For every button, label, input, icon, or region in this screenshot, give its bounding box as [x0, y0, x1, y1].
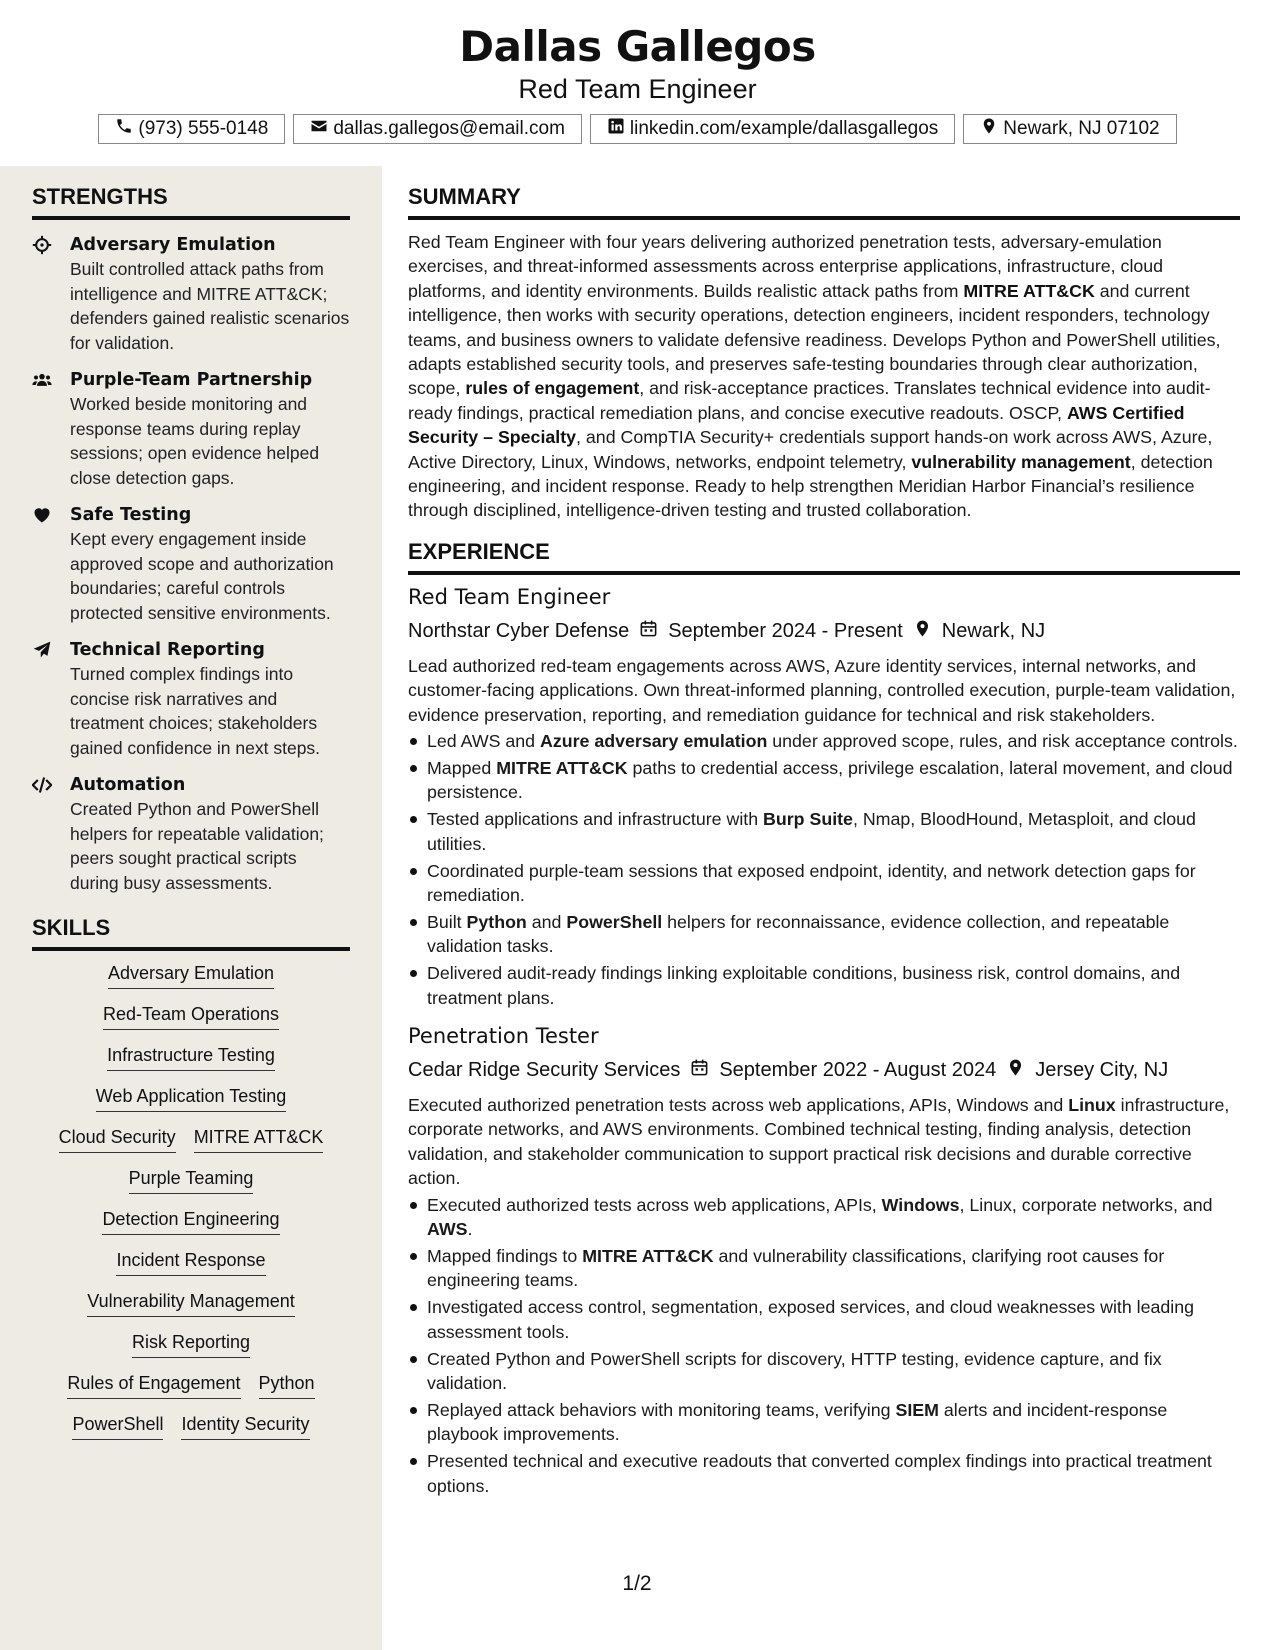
emphasis-text: Linux: [1068, 1095, 1116, 1116]
emphasis-text: Python: [466, 911, 527, 932]
skill-tag: Vulnerability Management: [87, 1291, 294, 1317]
phone-text: (973) 555-0148: [138, 118, 269, 139]
strength-title: Adversary Emulation: [70, 235, 276, 255]
calendar-icon: [690, 1058, 709, 1083]
skill-tag: Detection Engineering: [102, 1209, 279, 1235]
skill-tag: Red-Team Operations: [103, 1004, 279, 1030]
strength-desc: Kept every engagement inside approved scope and authorization boundaries; careful controls protected sensitive environments.: [70, 529, 334, 623]
resume-header: [0, 0, 1275, 166]
emphasis-text: Azure adversary emulation: [540, 731, 768, 752]
strength-item: [32, 638, 350, 760]
job-title: Red Team Engineer: [408, 584, 611, 609]
contact-location: [963, 114, 1176, 144]
job-description: Executed authorized penetration tests across web applications, APIs, Windows and Linux infrastructure, corporate networks, and AWS environments. Combined technical testing, finding analysis, detection validation, and stakeholder communication to support practical risk decisions and durable corrective action.: [408, 1095, 1230, 1189]
job-description: Lead authorized red-team engagements across AWS, Azure identity services, internal networks, and customer-facing applications. Own threat-informed planning, controlled execution, purple-team validation, evidence preservation, reporting, and remediation guidance for technical and risk stakeholders.: [408, 655, 1236, 725]
phone-icon: [115, 117, 133, 141]
strength-item: [32, 233, 350, 355]
skill-tag: Adversary Emulation: [108, 963, 274, 989]
calendar-icon: [639, 619, 658, 644]
skill-tag: Incident Response: [116, 1250, 265, 1276]
experience-heading: EXPERIENCE: [408, 539, 1240, 575]
bullet-item: Mapped MITRE ATT&CK paths to credential access, privilege escalation, lateral movement, and cloud persistence.: [408, 756, 1240, 805]
job-dates: September 2022 - August 2024: [719, 1059, 997, 1082]
strength-title: Technical Reporting: [70, 640, 265, 660]
strength-desc: Worked beside monitoring and response teams during replay sessions; open evidence helped close detection gaps.: [70, 394, 320, 488]
sidebar: [0, 166, 382, 1650]
strength-item: [32, 368, 350, 490]
company-name: Northstar Cyber Defense: [408, 619, 630, 642]
main-column: [408, 184, 1240, 1501]
job-meta: [408, 1058, 1240, 1083]
linkedin-text: linkedin.com/example/dallasgallegos: [629, 118, 939, 139]
skill-tag: Infrastructure Testing: [107, 1045, 275, 1071]
skill-tag: Cloud Security: [59, 1127, 176, 1153]
skills-heading: SKILLS: [32, 915, 350, 951]
job-entry: [408, 585, 1240, 1010]
users-icon: [32, 368, 56, 490]
bullet-item: Executed authorized tests across web applications, APIs, Windows, Linux, corporate networks, and AWS.: [408, 1193, 1240, 1242]
bullet-item: Delivered audit-ready findings linking exploitable conditions, business risk, control domains, and treatment plans.: [408, 961, 1240, 1010]
strength-item: [32, 503, 350, 625]
job-location: Newark, NJ: [941, 619, 1046, 642]
strength-title: Purple-Team Partnership: [70, 370, 313, 390]
skill-tag: Purple Teaming: [129, 1168, 254, 1194]
strength-title: Safe Testing: [70, 505, 192, 525]
contact-email[interactable]: [293, 114, 582, 144]
emphasis-text: AWS: [427, 1219, 468, 1240]
location-text: Newark, NJ 07102: [1003, 118, 1160, 139]
job-bullets: [408, 729, 1240, 1010]
bullet-item: Tested applications and infrastructure with Burp Suite, Nmap, BloodHound, Metasploit, and cloud utilities.: [408, 807, 1240, 856]
emphasis-text: MITRE ATT&CK: [496, 758, 628, 778]
strengths-heading: STRENGTHS: [32, 184, 350, 220]
heart-icon: [32, 503, 56, 625]
bullet-item: Created Python and PowerShell scripts for discovery, HTTP testing, evidence capture, and fix validation.: [408, 1347, 1240, 1396]
job-meta: [408, 619, 1240, 644]
skill-tag: Rules of Engagement: [67, 1373, 240, 1399]
job-entry: [408, 1024, 1240, 1498]
emphasis-text: SIEM: [895, 1399, 939, 1420]
emphasis-text: AWS Certified Security – Specialty: [408, 402, 1185, 448]
summary-heading: SUMMARY: [408, 184, 1240, 220]
map-pin-icon: [913, 619, 932, 644]
emphasis-text: vulnerability management: [911, 451, 1131, 472]
candidate-name: Dallas Gallegos: [459, 22, 816, 71]
summary-text: Red Team Engineer with four years delivering authorized penetration tests, adversary-emulation exercises, and threat-informed assessments across enterprise applications, infrastructure, cloud platforms, and identity environments. Builds realistic attack paths from MITRE ATT&CK and current intelligence, then works with security operations, detection engineers, incident responders, technology teams, and business owners to validate defensive readiness. Develops Python and PowerShell utilities, adapts established security tools, and preserves safe-testing boundaries through clear authorization, scope, rules of engagement, and risk-acceptance practices. Translates technical evidence into audit-ready findings, practical remediation plans, and concise executive readouts. OSCP, AWS Certified Security – Specialty, and CompTIA Security+ credentials support hands-on work across AWS, Azure, Active Directory, Linux, Windows, networks, endpoint telemetry, vulnerability management, detection engineering, and incident response. Ready to help strengthen Meridian Harbor Financial’s resilience through disciplined, intelligence-driven testing and trusted collaboration.: [408, 232, 1221, 521]
strength-desc: Created Python and PowerShell helpers for repeatable validation; peers sought practical scripts during busy assessments.: [70, 799, 324, 893]
bullet-item: Coordinated purple-team sessions that exposed endpoint, identity, and network detection gaps for remediation.: [408, 859, 1240, 908]
bullet-item: Presented technical and executive readouts that converted complex findings into practical treatment options.: [408, 1449, 1240, 1498]
skill-tag: Risk Reporting: [132, 1332, 250, 1358]
emphasis-text: Burp Suite: [763, 809, 853, 830]
skill-tag: Web Application Testing: [96, 1086, 286, 1112]
skills-list: [32, 963, 350, 1440]
contact-phone[interactable]: [98, 114, 285, 144]
skill-tag: Python: [259, 1373, 315, 1399]
strength-desc: Turned complex findings into concise risk narratives and treatment choices; stakeholders gained confidence in next steps.: [70, 664, 321, 758]
bullet-item: Built Python and PowerShell helpers for reconnaissance, evidence collection, and repeatable validation tasks.: [408, 910, 1240, 959]
envelope-icon: [310, 117, 328, 141]
strength-desc: Built controlled attack paths from intelligence and MITRE ATT&CK; defenders gained realistic scenarios for validation.: [70, 259, 350, 353]
strength-item: [32, 773, 350, 895]
bullet-item: Investigated access control, segmentation, exposed services, and cloud weaknesses with leading assessment tools.: [408, 1295, 1240, 1344]
job-bullets: [408, 1193, 1240, 1498]
job-title: Penetration Tester: [408, 1024, 599, 1049]
paper-plane-icon: [32, 638, 56, 760]
company-name: Cedar Ridge Security Services: [408, 1059, 681, 1082]
contact-linkedin[interactable]: [590, 114, 955, 144]
page-number: 1/2: [622, 1572, 652, 1595]
crosshair-icon: [32, 233, 56, 355]
bullet-item: Replayed attack behaviors with monitoring teams, verifying SIEM alerts and incident-response playbook improvements.: [408, 1398, 1240, 1447]
emphasis-text: MITRE ATT&CK: [582, 1246, 714, 1266]
map-pin-icon: [980, 117, 998, 141]
candidate-title: Red Team Engineer: [518, 74, 757, 104]
code-icon: [32, 773, 56, 895]
contact-bar: [0, 114, 1275, 144]
skill-tag: PowerShell: [72, 1414, 163, 1440]
bullet-item: Led AWS and Azure adversary emulation under approved scope, rules, and risk acceptance controls.: [408, 729, 1240, 753]
emphasis-text: PowerShell: [566, 911, 663, 932]
job-location: Jersey City, NJ: [1035, 1059, 1169, 1082]
linkedin-icon: [607, 117, 625, 141]
bullet-item: Mapped findings to MITRE ATT&CK and vulnerability classifications, clarifying root causes for engineering teams.: [408, 1244, 1240, 1293]
emphasis-text: rules of engagement: [465, 378, 640, 399]
email-text: dallas.gallegos@email.com: [333, 118, 565, 139]
emphasis-text: Windows: [881, 1194, 960, 1215]
skill-tag: Identity Security: [181, 1414, 309, 1440]
map-pin-icon: [1006, 1058, 1025, 1083]
strength-title: Automation: [70, 775, 186, 795]
emphasis-text: MITRE ATT&CK: [963, 280, 1095, 301]
skill-tag: MITRE ATT&CK: [194, 1127, 324, 1153]
job-dates: September 2024 - Present: [668, 619, 903, 642]
